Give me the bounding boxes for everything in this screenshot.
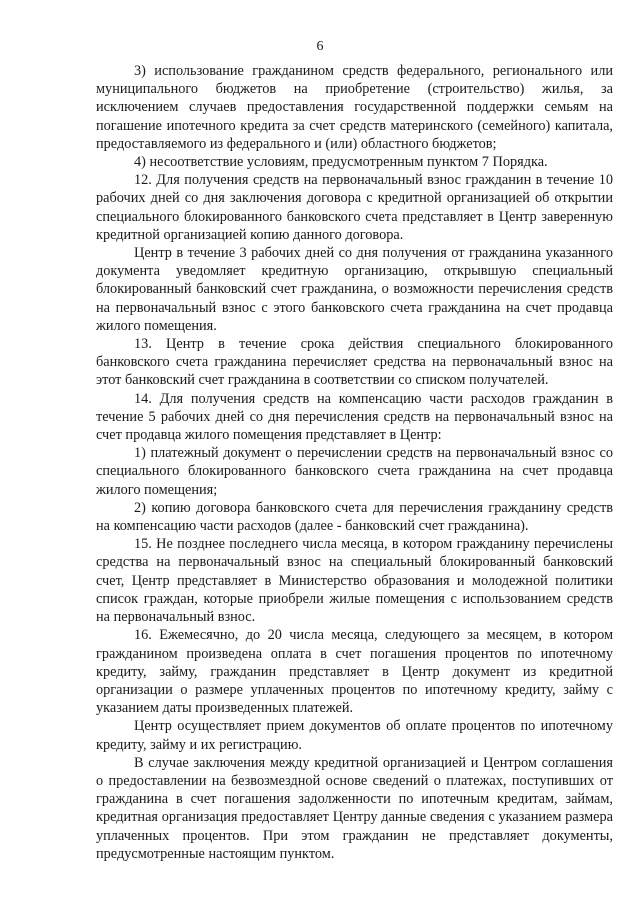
paragraph-section-12: 12. Для получения средств на первоначальный взнос гражданин в течение 10 рабочих дней со дня заключения договора с кредитной организацией об открытии специального блокированного банковского счета представляет в Центр заверенную кредитной организацией копию данного договора. — [96, 172, 613, 243]
paragraph-section-16: 16. Ежемесячно, до 20 числа месяца, следующего за месяцем, в котором гражданином произведена оплата в счет погашения процентов по ипотечному кредиту, займу, гражданин представляет в Центр документ из кредитной организации о размере уплаченных процентов по ипотечному кредиту, займу с указанием даты произведенных платежей. — [96, 627, 613, 717]
paragraph-item-2: 2) копию договора банковского счета для перечисления гражданину средств на компенсацию части расходов (далее - банковский счет гражданина). — [96, 499, 613, 535]
paragraph-section-15: 15. Не позднее последнего числа месяца, в котором гражданину перечислены средства на первоначальный взнос на специальный блокированный банковский счет, Центр представляет в Министерство образования и молодежной политики список граждан, которые приобрели жилые помещения с использованием средств на первоначальный взнос. — [96, 536, 613, 626]
paragraph-item-4: 4) несоответствие условиям, предусмотренным пунктом 7 Порядка. — [134, 154, 548, 171]
paragraph-section-14: 14. Для получения средств на компенсацию части расходов гражданин в течение 5 рабочих дней со дня перечисления средств на первоначальный взнос на счет продавца жилого помещения представляет в Центр: — [96, 390, 613, 444]
paragraph-section-13: 13. Центр в течение срока действия специального блокированного банковского счета гражданина перечисляет средства на первоначальный взнос на этот банковский счет гражданина в соответствии со списком получателей. — [96, 336, 613, 389]
paragraph-bank-agreement: В случае заключения между кредитной организацией и Центром соглашения о предоставлении на безвозмездной основе сведений о платежах, поступивших от гражданина в счет погашения задолженности по ипотечным кредитам, займам, кредитная организация предоставляет Центру данные сведения с указанием размера уплаченных процентов. При этом гражданин не представляет документы, предусмотренные настоящим пунктом. — [96, 754, 613, 862]
page-number: 6 — [316, 39, 324, 54]
document-body — [96, 62, 613, 863]
paragraph-center-notice: Центр в течение 3 рабочих дней со дня получения от гражданина указанного документа уведомляет кредитную организацию, открывшую специальный блокированный банковский счет гражданина, о возможности перечисления средств на первоначальный взнос с этого банковского счета гражданина на счет продавца жилого помещения. — [96, 245, 613, 334]
paragraph-center-registration: Центр осуществляет прием документов об оплате процентов по ипотечному кредиту, займу и их регистрацию. — [96, 718, 613, 753]
paragraph-item-1: 1) платежный документ о перечислении средств на первоначальный взнос со специального блокированного банковского счета гражданина на счет продавца жилого помещения; — [96, 445, 613, 498]
paragraph-item-3: 3) использование гражданином средств федерального, регионального или муниципального бюджетов на приобретение (строительство) жилья, за исключением случаев предоставления государственной поддержки семьям на погашение ипотечного кредита за счет средств материнского (семейного) капитала, предоставляемого из федерального и (или) областного бюджетов; — [96, 63, 613, 152]
